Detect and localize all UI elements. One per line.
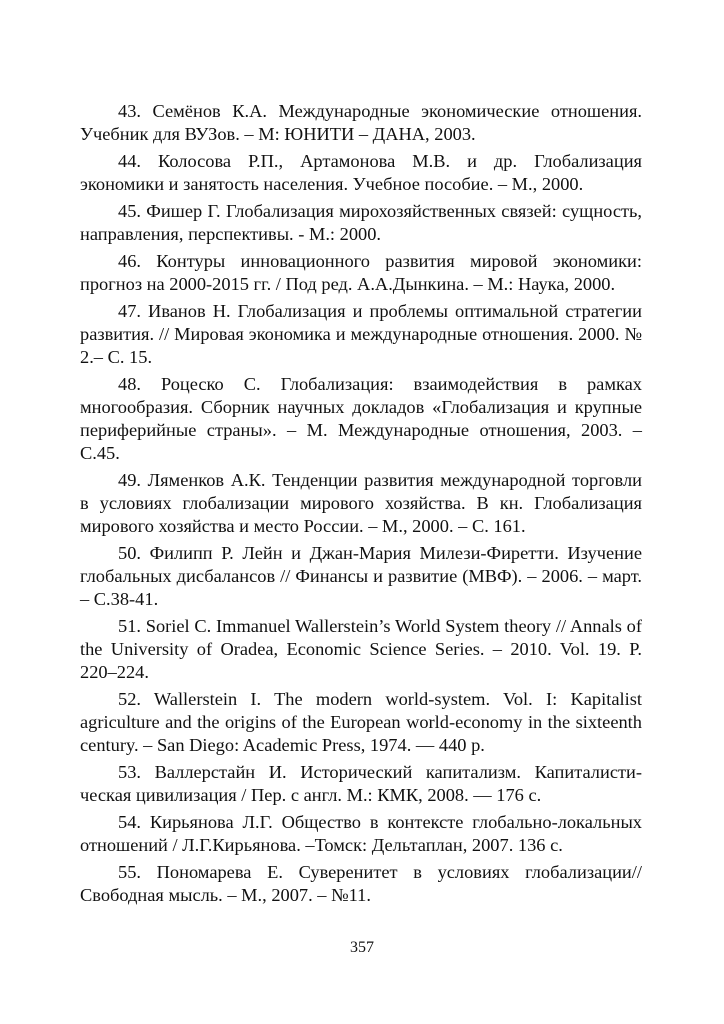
- reference-item: 50. Филипп Р. Лейн и Джан-Мария Милези-Фиретти. Изучение глобальных дисбалансов // Финансы и развитие (МВФ). – 2006. – март. – С.38-41.: [80, 543, 642, 609]
- page-number: 357: [350, 939, 374, 956]
- reference-item: 52. Wallerstein I. The modern world-system. Vol. I: Kapitalist agriculture and the origins of the European world-economy in the sixteenth century. – San Diego: Academic Press, 1974. — 440 p.: [80, 689, 642, 755]
- reference-item: 53. Валлерстайн И. Исторический капитализм. Капиталистическая цивилизация / Пер. с англ. М.: КМК, 2008. — 176 с.: [80, 762, 642, 805]
- reference-item: 46. Контуры инновационного развития мировой экономики: прогноз на 2000-2015 гг. / Под ред. А.А.Дынкина. – М.: Наука, 2000.: [80, 251, 642, 294]
- reference-item: 48. Роцеско С. Глобализация: взаимодействия в рамках многообразия. Сборник научных докладов «Глобализация и крупные периферийные страны». – М. Международные отношения, 2003. – С.45.: [80, 374, 642, 463]
- reference-item: 43. Семёнов К.А. Международные экономические отношения. Учебник для ВУЗов. – М: ЮНИТИ – ДАНА, 2003.: [80, 101, 642, 144]
- reference-item: 45. Фишер Г. Глобализация мирохозяйственных связей: сущность, направления, перспективы. - М.: 2000.: [80, 201, 642, 244]
- reference-item: 54. Кирьянова Л.Г. Общество в контексте глобально-локальных отношений / Л.Г.Кирьянова. –Томск: Дельтаплан, 2007. 136 с.: [80, 812, 642, 855]
- reference-item: 47. Иванов Н. Глобализация и проблемы оптимальной стратегии развития. // Мировая экономика и международные отношения. 2000. № 2.– С. 15.: [80, 301, 642, 367]
- reference-item: 55. Пономарева Е. Суверенитет в условиях глобализации// Свободная мысль. – М., 2007. – №11.: [80, 862, 642, 905]
- reference-item: 51. Soriel C. Immanuel Wallerstein’s World System theory // Annals of the University of Oradea, Economic Science Series. – 2010. Vol. 19. P. 220–224.: [80, 616, 642, 682]
- reference-item: 44. Колосова Р.П., Артамонова М.В. и др. Глобализация экономики и занятость населения. Учебное пособие. – М., 2000.: [80, 151, 642, 194]
- reference-item: 49. Ляменков А.К. Тенденции развития международной торговли в условиях глобализации мирового хозяйства. В кн. Глобализация мирового хозяйства и место России. – М., 2000. – С. 161.: [80, 470, 642, 536]
- reference-list: [80, 100, 642, 911]
